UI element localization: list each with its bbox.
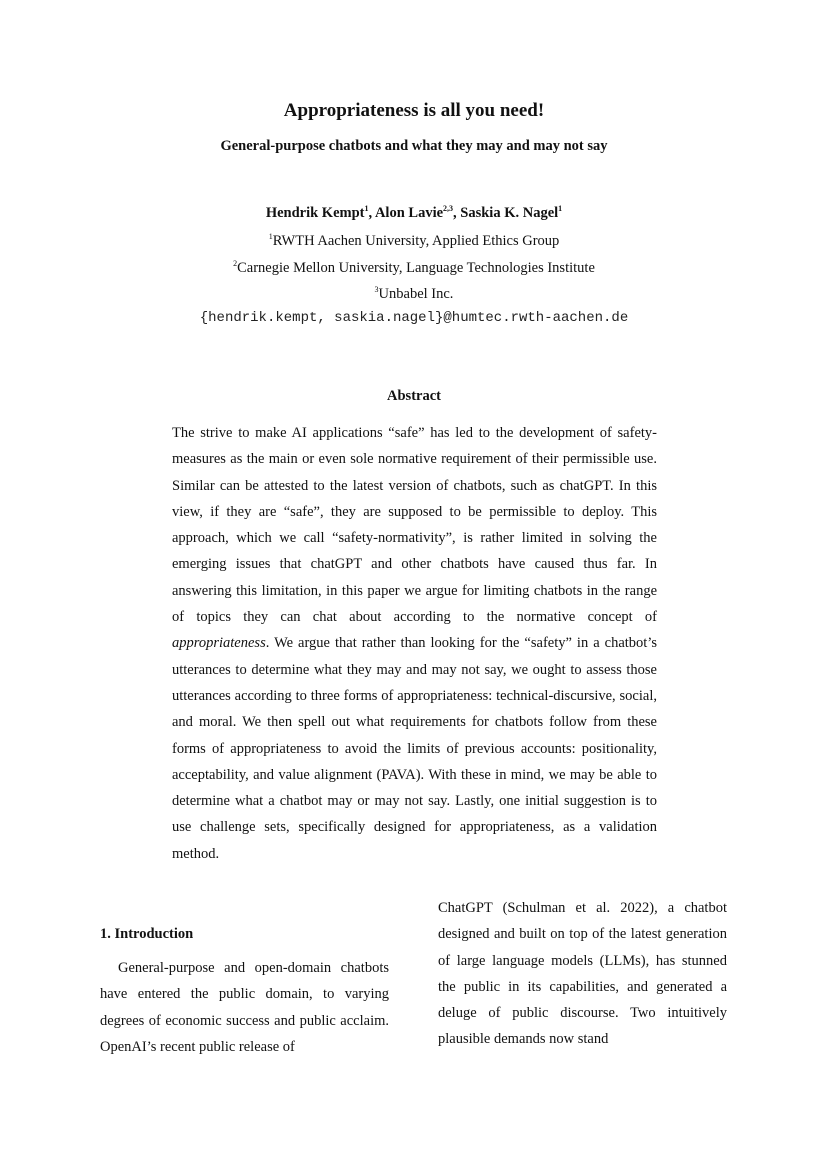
abstract-heading: Abstract: [387, 388, 441, 404]
author-affiliation-marker: 1: [558, 204, 563, 214]
author-affiliation-marker: 2,3: [443, 204, 454, 214]
author-separator: ,: [368, 205, 375, 221]
author-name: Alon Lavie: [374, 205, 444, 221]
abstract-italic-term: appropriateness: [172, 635, 266, 652]
author-list: [0, 205, 828, 222]
author-name: Saskia K. Nagel: [460, 205, 559, 221]
left-column: [100, 921, 389, 1060]
author-separator: ,: [453, 205, 461, 221]
paper-title: Appropriateness is all you need!: [283, 100, 545, 121]
right-column-text: ChatGPT (Schulman et al. 2022), a chatbot designed and built on top of the latest generation of large language models (LLMs), has stunned the public in its capabilities, and generated a deluge of public discourse. Two intuitively plausible demands now stand: [438, 900, 727, 1048]
affiliation-line: [0, 260, 828, 277]
affiliation-text: Unbabel Inc.: [378, 286, 454, 302]
paper-subtitle: General-purpose chatbots and what they may and may not say: [220, 138, 608, 154]
affiliation-text: Carnegie Mellon University, Language Technologies Institute: [237, 260, 595, 276]
section-heading: 1. Introduction: [100, 926, 194, 942]
author-name: Hendrik Kempt: [265, 205, 365, 221]
abstract-text: [172, 420, 657, 867]
abstract-text-part: The strive to make AI applications “safe” has led to the development of safety-measures as the main or even sole normative requirement of their permissible use. Similar can be attested to the latest version of chatbots, such as chatGPT. In this view, if they are “safe”, they are supposed to be permissible to deploy. This approach, which we call “safety-normativity”, is rather limited in solving the emerging issues that chatGPT and other chatbots have caused thus far. In answering this limitation, in this paper we argue for limiting chatbots in the range of topics they can chat about according to the normative concept of: [172, 425, 657, 626]
contact-email: {hendrik.kempt, saskia.nagel}@humtec.rwth-aachen.de: [199, 310, 629, 326]
affiliation-marker: 2: [233, 259, 238, 269]
affiliation-line: [0, 233, 828, 250]
affiliation-line: [0, 286, 828, 303]
affiliation-marker: 3: [374, 285, 379, 295]
intro-paragraph: General-purpose and open-domain chatbots have entered the public domain, to varying degrees of economic success and public acclaim. OpenAI’s recent public release of: [100, 960, 389, 1055]
abstract-text-part: . We argue that rather than looking for the “safety” in a chatbot’s utterances to determine what they may and may not say, we ought to assess those utterances according to three forms of appropriateness: technical-discursive, social, and moral. We then spell out what requirements for chatbots follow from these forms of appropriateness to avoid the limits of previous accounts: positionality, acceptability, and value alignment (PAVA). With these in mind, we may be able to determine what a chatbot may or may not say. Lastly, one initial suggestion is to use challenge sets, specifically designed for appropriateness, as a validation method.: [172, 635, 657, 862]
affiliation-text: RWTH Aachen University, Applied Ethics Group: [272, 233, 560, 249]
affiliation-marker: 1: [268, 232, 273, 242]
author-affiliation-marker: 1: [364, 204, 369, 214]
